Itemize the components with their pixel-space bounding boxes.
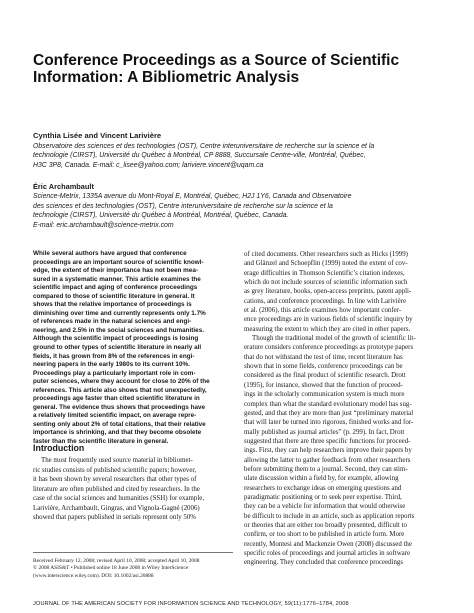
abstract-line: sured in a systematic manner. This article examines the xyxy=(33,275,201,283)
body-line: researchers to exchange ideas on emerging questions and xyxy=(244,484,402,492)
body-line: engineering. They concluded that conference proceedings xyxy=(244,559,404,567)
footnote-line: © 2008 ASIS&T • Published online 18 June 2008 in Wiley InterScience xyxy=(33,565,189,572)
body-line: recently, Montesi and Mackenzie Owen (2008) discussed the xyxy=(244,540,412,548)
body-line: gested, and that they are more than just “preliminary material xyxy=(244,409,414,417)
abstract-line: proceedings are an important source of scientific knowl- xyxy=(33,258,204,266)
abstract-line: of references made in the natural sciences and engi- xyxy=(33,318,192,326)
affiliation-line: H3C 3P8, Canada. E-mail: c_lisee@yahoo.com; lariviere.vincent@uqam.ca xyxy=(33,161,264,169)
affiliation-line: technologie (CIRST), Université du Québec à Montréal, CP 8888, Succursale Centre-ville, Montréal, Québec, xyxy=(33,152,366,160)
right-column-body xyxy=(244,250,449,568)
body-line: that do not withstand the test of time, recent literature has xyxy=(244,353,403,361)
abstract xyxy=(33,250,233,447)
body-line: as grey literature, books, open-access preprints, patent appli- xyxy=(244,288,412,296)
abstract-line: fields, it has grown from 8% of the references in engi- xyxy=(33,352,195,360)
journal-footer: JOURNAL OF THE AMERICAN SOCIETY FOR INFORMATION SCIENCE AND TECHNOLOGY, 59(11):1776–1784, 2008 xyxy=(33,601,349,607)
body-line: cations, and conference proceedings. In line with Larivière xyxy=(244,297,407,305)
abstract-line: proceedings age faster than cited scientific literature in xyxy=(33,395,200,403)
body-line: (1995), for instance, showed that the function of proceed- xyxy=(244,381,403,389)
body-line: ric studies consists of published scientific papers; however, xyxy=(33,466,197,474)
paper-title xyxy=(33,52,443,86)
footnote-divider xyxy=(33,552,233,553)
abstract-line: ground to other types of scientific literature in nearly all xyxy=(33,344,202,352)
abstract-line: a relatively limited scientific impact, on average repre- xyxy=(33,412,197,420)
paper-title-line: Conference Proceedings as a Source of Scientific xyxy=(33,52,400,69)
body-line: suggested that there are three specific functions for proceed- xyxy=(244,437,411,445)
body-line: which do not include sources of scientific information such xyxy=(244,279,408,287)
body-line: and Glänzel and Schoepflin (1999) noted the extent of cov- xyxy=(244,260,408,268)
abstract-line: importance is shrinking, and that they become obsolete xyxy=(33,429,202,437)
affiliation-2 xyxy=(33,182,448,230)
abstract-line: diminishing over time and currently represents only 1.7% xyxy=(33,309,206,317)
body-line: measuring the extent to which they are cited in other papers. xyxy=(244,325,411,333)
abstract-line: scientific impact and aging of conference proceedings xyxy=(33,284,198,292)
body-line: allowing the latter to gather feedback from other researchers xyxy=(244,456,411,464)
body-line: Though the traditional model of the growth of scientific lit- xyxy=(252,335,416,343)
body-line: literature are often published and cited by researchers. In the xyxy=(33,485,200,493)
body-line: case of the social sciences and humanities (SSH) for example, xyxy=(33,495,205,502)
footnote-line: Received February 12, 2008; revised April 10, 2008; accepted April 10, 2008 xyxy=(33,558,200,564)
body-line: ence proceedings are in various fields of scientific inquiry by xyxy=(244,316,413,324)
abstract-line: compared to those of scientific literature in general. It xyxy=(33,292,195,300)
affiliation-line: des sciences et des technologies (OST), Centre interuniversitaire de recherche sur la science et la xyxy=(33,202,333,210)
body-line: complex than what the standard evolutionary model has sug- xyxy=(244,400,412,408)
abstract-line: Proceedings play a particularly important role in com- xyxy=(33,369,196,377)
body-line: be difficult to include in an article, such as application reports xyxy=(244,512,415,520)
abstract-line: neering papers in the early 1980s to its current 10%. xyxy=(33,361,190,369)
introduction-body xyxy=(33,456,238,523)
body-line: showed that papers published in serials represent only 50% xyxy=(33,514,197,521)
abstract-line: While several authors have argued that conference xyxy=(33,250,187,257)
body-line: before submitting them to a journal. Second, they can stim- xyxy=(244,465,408,473)
body-line: shown that in some fields, conference proceedings can be xyxy=(244,363,403,371)
body-line: that will later be turned into rigorous, finished works and for- xyxy=(244,419,414,427)
abstract-line: neering, and 2.5% in the social sciences and humanities. xyxy=(33,326,204,334)
section-heading: Introduction xyxy=(33,443,85,453)
author-names: Cynthia Lisée and Vincent Larivière xyxy=(33,131,162,140)
body-line: ulate discussion within a field by, for example, allowing xyxy=(244,475,399,483)
body-line: mally published as journal articles” (p. 299). In fact, Drott xyxy=(244,428,405,436)
affiliation-line: E-mail: eric.archambault@science-metrix.com xyxy=(33,221,174,229)
affiliation-line: technologie (CIRST), Université du Québec à Montréal, Montréal, Québec, Canada. xyxy=(33,212,289,220)
abstract-line: faster than the scientific literature in general. xyxy=(33,438,169,446)
body-line: they can be a vehicle for information that would otherwise xyxy=(244,503,406,511)
abstract-line: general. The evidence thus shows that proceedings have xyxy=(33,403,206,411)
body-line: et al. (2006), this article examines how important confer- xyxy=(244,307,402,315)
body-line: it has been shown by several researchers that other types of xyxy=(33,476,197,483)
affiliation-line: Observatoire des sciences et des technologies (OST), Centre interuniversitaire de recherche sur la science et la xyxy=(33,143,375,150)
abstract-line: senting only about 2% of total citations, that their relative xyxy=(33,420,206,428)
footnote xyxy=(33,558,238,580)
body-line: or theories that are either too broadly presented, difficult to xyxy=(244,521,407,529)
footnote-line: (www.interscience.wiley.com). DOI: 10.1002/asi.20888 xyxy=(33,572,154,579)
body-line: considered as the final product of scientific research. Drott xyxy=(244,372,406,380)
abstract-line: references. This article also shows that not unexpectedly, xyxy=(33,386,207,394)
abstract-line: edge, the extent of their importance has not been mea- xyxy=(33,267,198,275)
body-line: specific roles of proceedings and journal articles in software xyxy=(244,550,411,557)
body-line: confirm, or too short to be published in article form. More xyxy=(244,531,405,539)
affiliation-line: Science-Metrix, 1335A avenue du Mont-Royal E, Montréal, Québec, H2J 1Y6, Canada and Observatoire xyxy=(33,193,352,201)
abstract-line: puter sciences, where they account for close to 20% of the xyxy=(33,378,210,386)
body-line: erage difficulties in Thomson Scientific’s citation indexes, xyxy=(244,269,405,277)
body-line: Larivière, Archambault, Gingras, and Vignola-Gagné (2006) xyxy=(33,504,200,512)
body-line: of cited documents. Other researchers such as Hicks (1999) xyxy=(244,251,408,258)
paper-title-line: Information: A Bibliometric Analysis xyxy=(33,69,300,86)
abstract-line: Although the scientific impact of proceedings is losing xyxy=(33,335,199,343)
body-line: erature considers conference proceedings as prototype papers xyxy=(244,344,414,352)
body-line: ings in the scholarly communication system is much more xyxy=(244,391,405,399)
affiliation-1 xyxy=(33,142,448,170)
author-name: Éric Archambault xyxy=(33,182,94,191)
body-line: ings. First, they can help researchers improve their papers by xyxy=(244,447,412,455)
body-line: The most frequently used source material in bibliomet- xyxy=(41,457,193,464)
body-line: paradigmatic positioning or to seek peer expertise. Third, xyxy=(244,493,402,501)
abstract-line: shows that the relative importance of proceedings is xyxy=(33,301,192,309)
